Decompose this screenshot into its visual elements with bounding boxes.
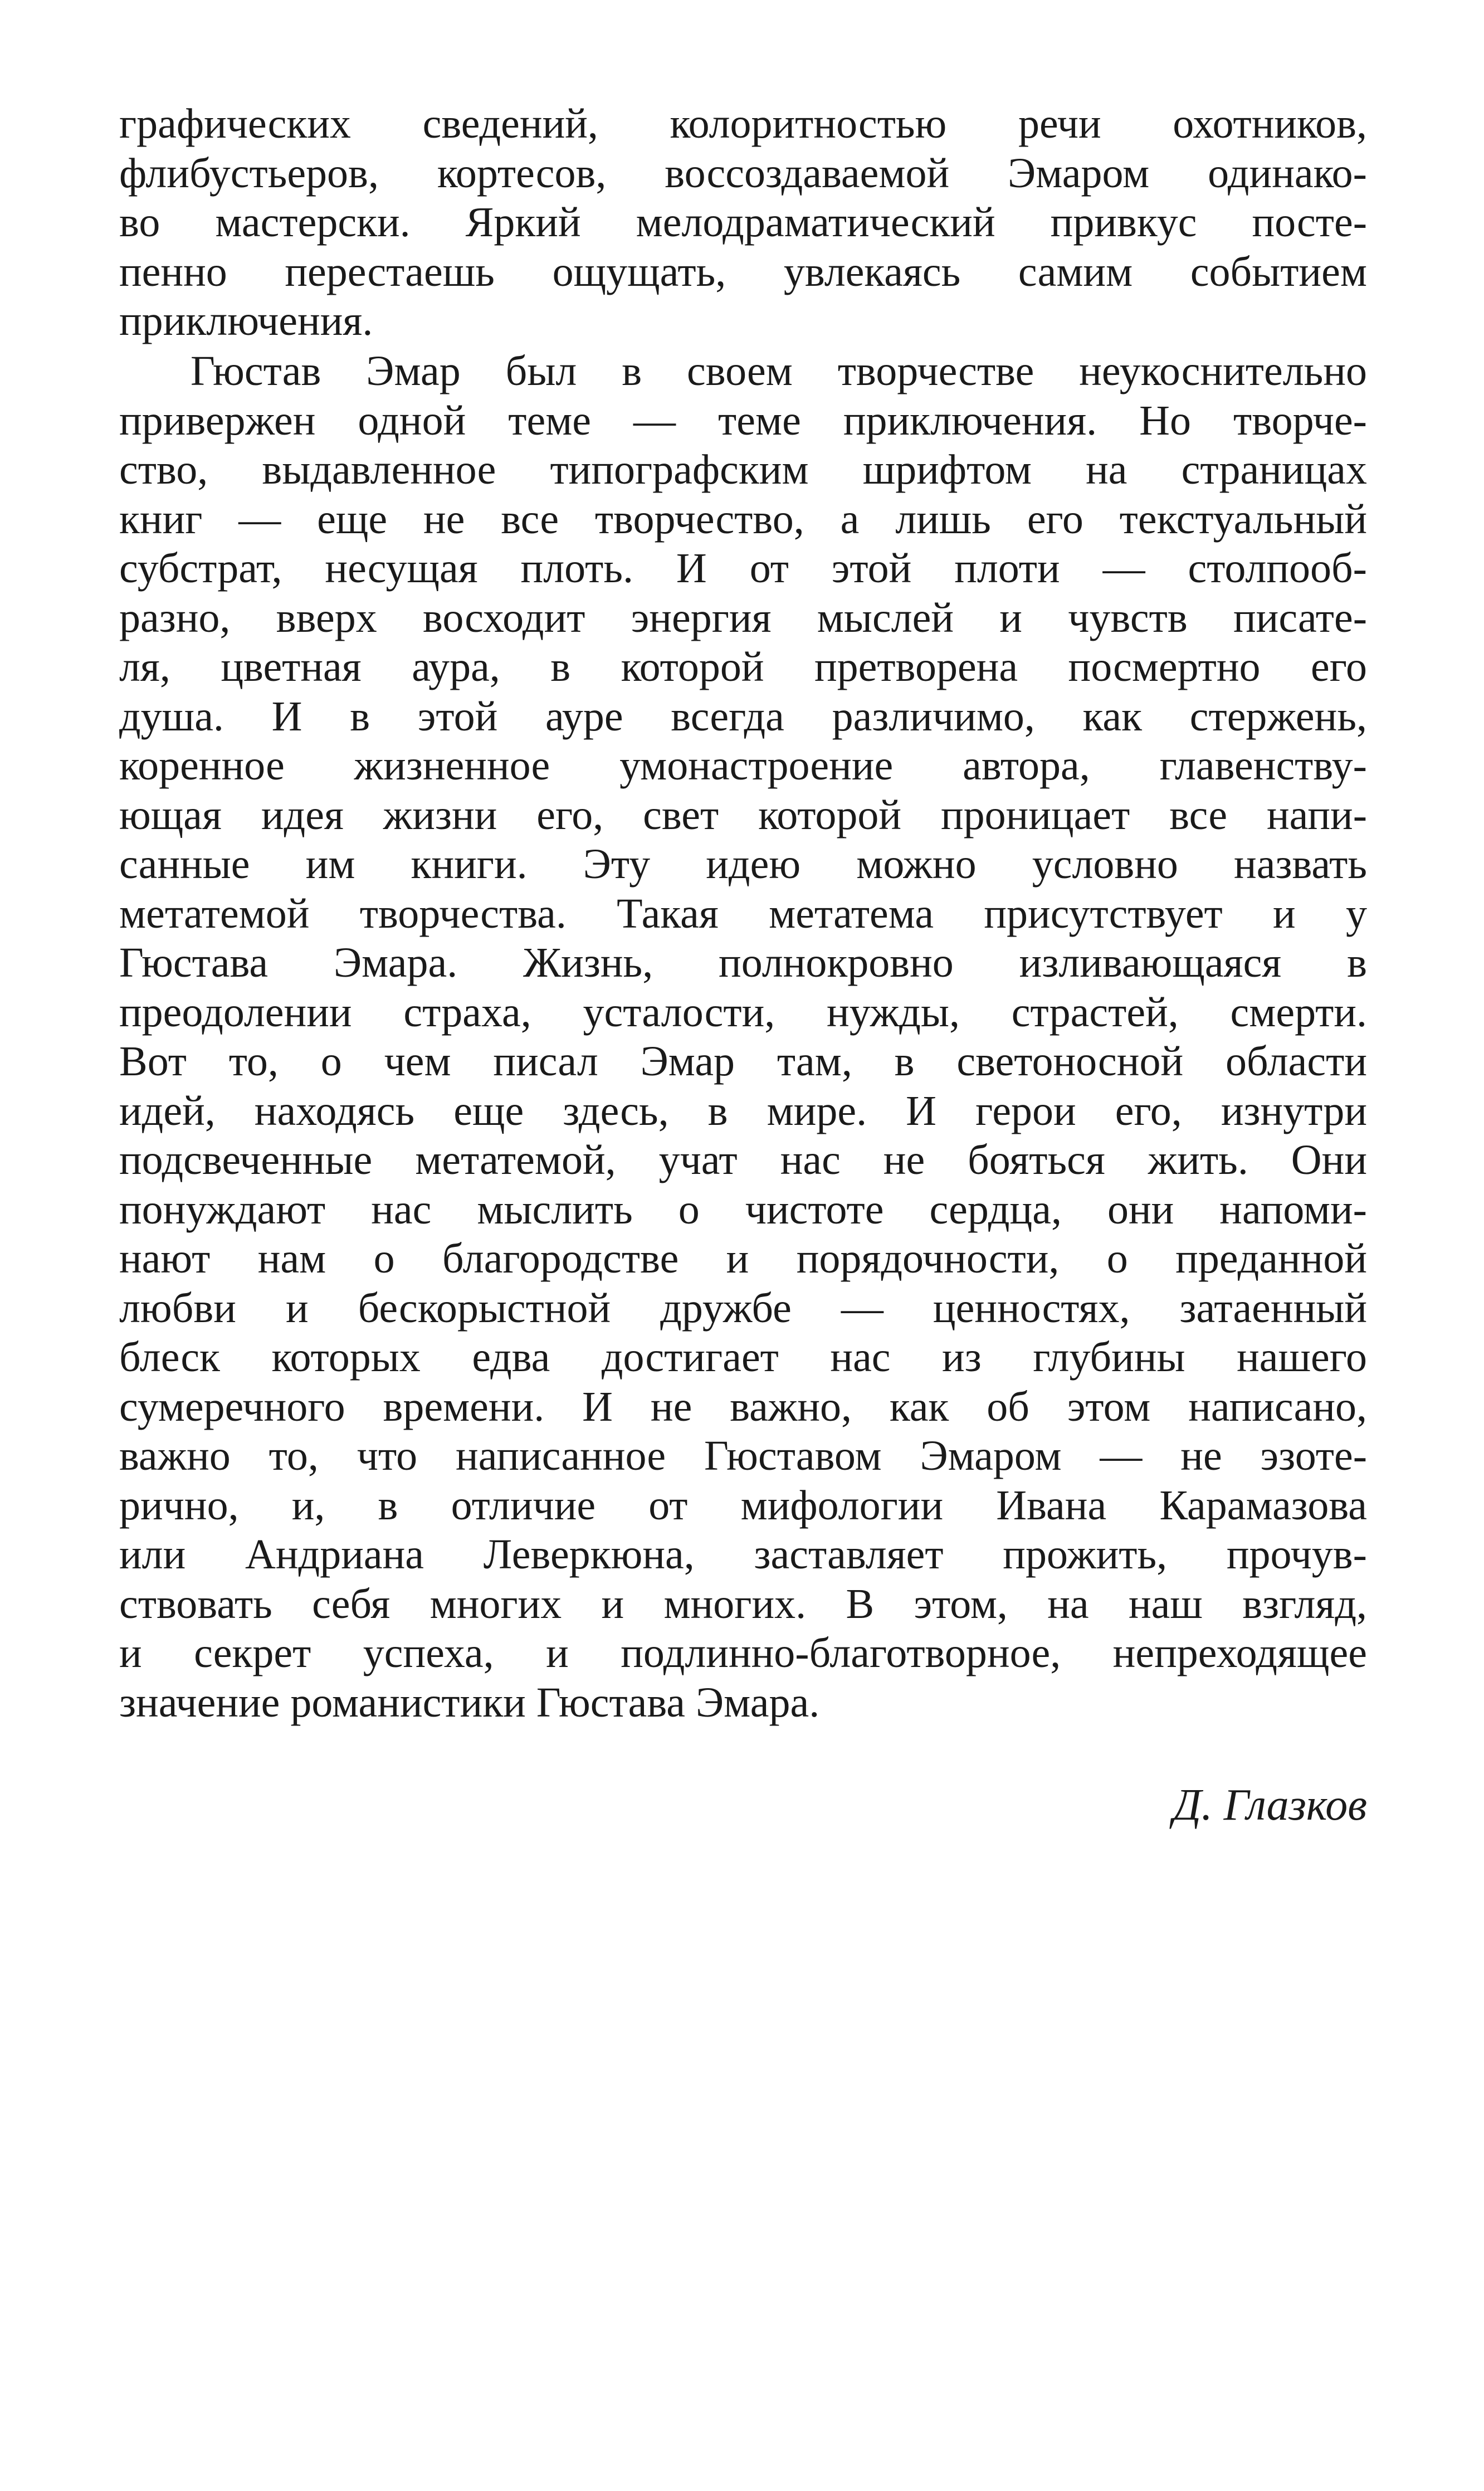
text-line: любви и бескорыстной дружбе — ценностях, затаенный xyxy=(119,1284,1367,1332)
text-line: флибустьеров, кортесов, воссоздаваемой Эмаром одинако- xyxy=(119,149,1367,197)
text-line: идей, находясь еще здесь, в мире. И герои его, изнутри xyxy=(119,1087,1367,1134)
text-line: метатемой творчества. Такая метатема присутствует и у xyxy=(119,890,1367,937)
paragraph-continuation xyxy=(119,99,1367,346)
text-line: коренное жизненное умонастроение автора, главенству- xyxy=(119,742,1367,789)
text-line: значение романистики Гюстава Эмара. xyxy=(119,1679,820,1726)
text-line: Гюстав Эмар был в своем творчестве неукоснительно xyxy=(191,348,1367,394)
text-line: Гюстава Эмара. Жизнь, полнокровно изливающаяся в xyxy=(119,939,1367,986)
text-line: душа. И в этой ауре всегда различимо, как стержень, xyxy=(119,693,1367,740)
text-line: рично, и, в отличие от мифологии Ивана Карамазова xyxy=(119,1481,1367,1529)
text-line: привержен одной теме — теме приключения. Но творче- xyxy=(119,397,1367,444)
text-line: блеск которых едва достигает нас из глубины нашего xyxy=(119,1334,1367,1381)
text-line: во мастерски. Яркий мелодраматический привкус посте- xyxy=(119,199,1367,246)
text-line: субстрат, несущая плоть. И от этой плоти — столпооб- xyxy=(119,545,1367,592)
text-line: или Андриана Леверкюна, заставляет прожить, прочув- xyxy=(119,1531,1367,1578)
text-line: графических сведений, колоритностью речи охотников, xyxy=(119,100,1367,147)
text-line: санные им книги. Эту идею можно условно назвать xyxy=(119,841,1367,888)
text-line: сумеречного времени. И не важно, как об этом написано, xyxy=(119,1383,1367,1430)
text-line: книг — еще не все творчество, а лишь его текстуальный xyxy=(119,495,1367,543)
text-line: ство, выдавленное типографским шрифтом на страницах xyxy=(119,446,1367,493)
text-line: понуждают нас мыслить о чистоте сердца, они напоми- xyxy=(119,1186,1367,1233)
paragraph-main xyxy=(119,347,1367,1727)
text-line: и секрет успеха, и подлинно-благотворное, непреходящее xyxy=(119,1630,1367,1676)
text-line: нают нам о благородстве и порядочности, о преданной xyxy=(119,1235,1367,1282)
text-line: Вот то, о чем писал Эмар там, в светоносной области xyxy=(119,1038,1367,1085)
text-line: важно то, что написанное Гюставом Эмаром — не эзоте- xyxy=(119,1432,1367,1479)
text-line: разно, вверх восходит энергия мыслей и чувств писате- xyxy=(119,594,1367,641)
text-line: приключения. xyxy=(119,298,373,344)
text-line: подсвеченные метатемой, учат нас не бояться жить. Они xyxy=(119,1137,1367,1183)
text-line: ля, цветная аура, в которой претворена посмертно его xyxy=(119,644,1367,690)
text-line: ствовать себя многих и многих. В этом, на наш взгляд, xyxy=(119,1580,1367,1627)
text-line: ющая идея жизни его, свет которой проницает все напи- xyxy=(119,791,1367,839)
text-line: пенно перестаешь ощущать, увлекаясь самим событием xyxy=(119,248,1367,295)
author-signature: Д. Глазков xyxy=(1173,1781,1367,1830)
text-line: преодолении страха, усталости, нужды, страстей, смерти. xyxy=(119,988,1367,1036)
